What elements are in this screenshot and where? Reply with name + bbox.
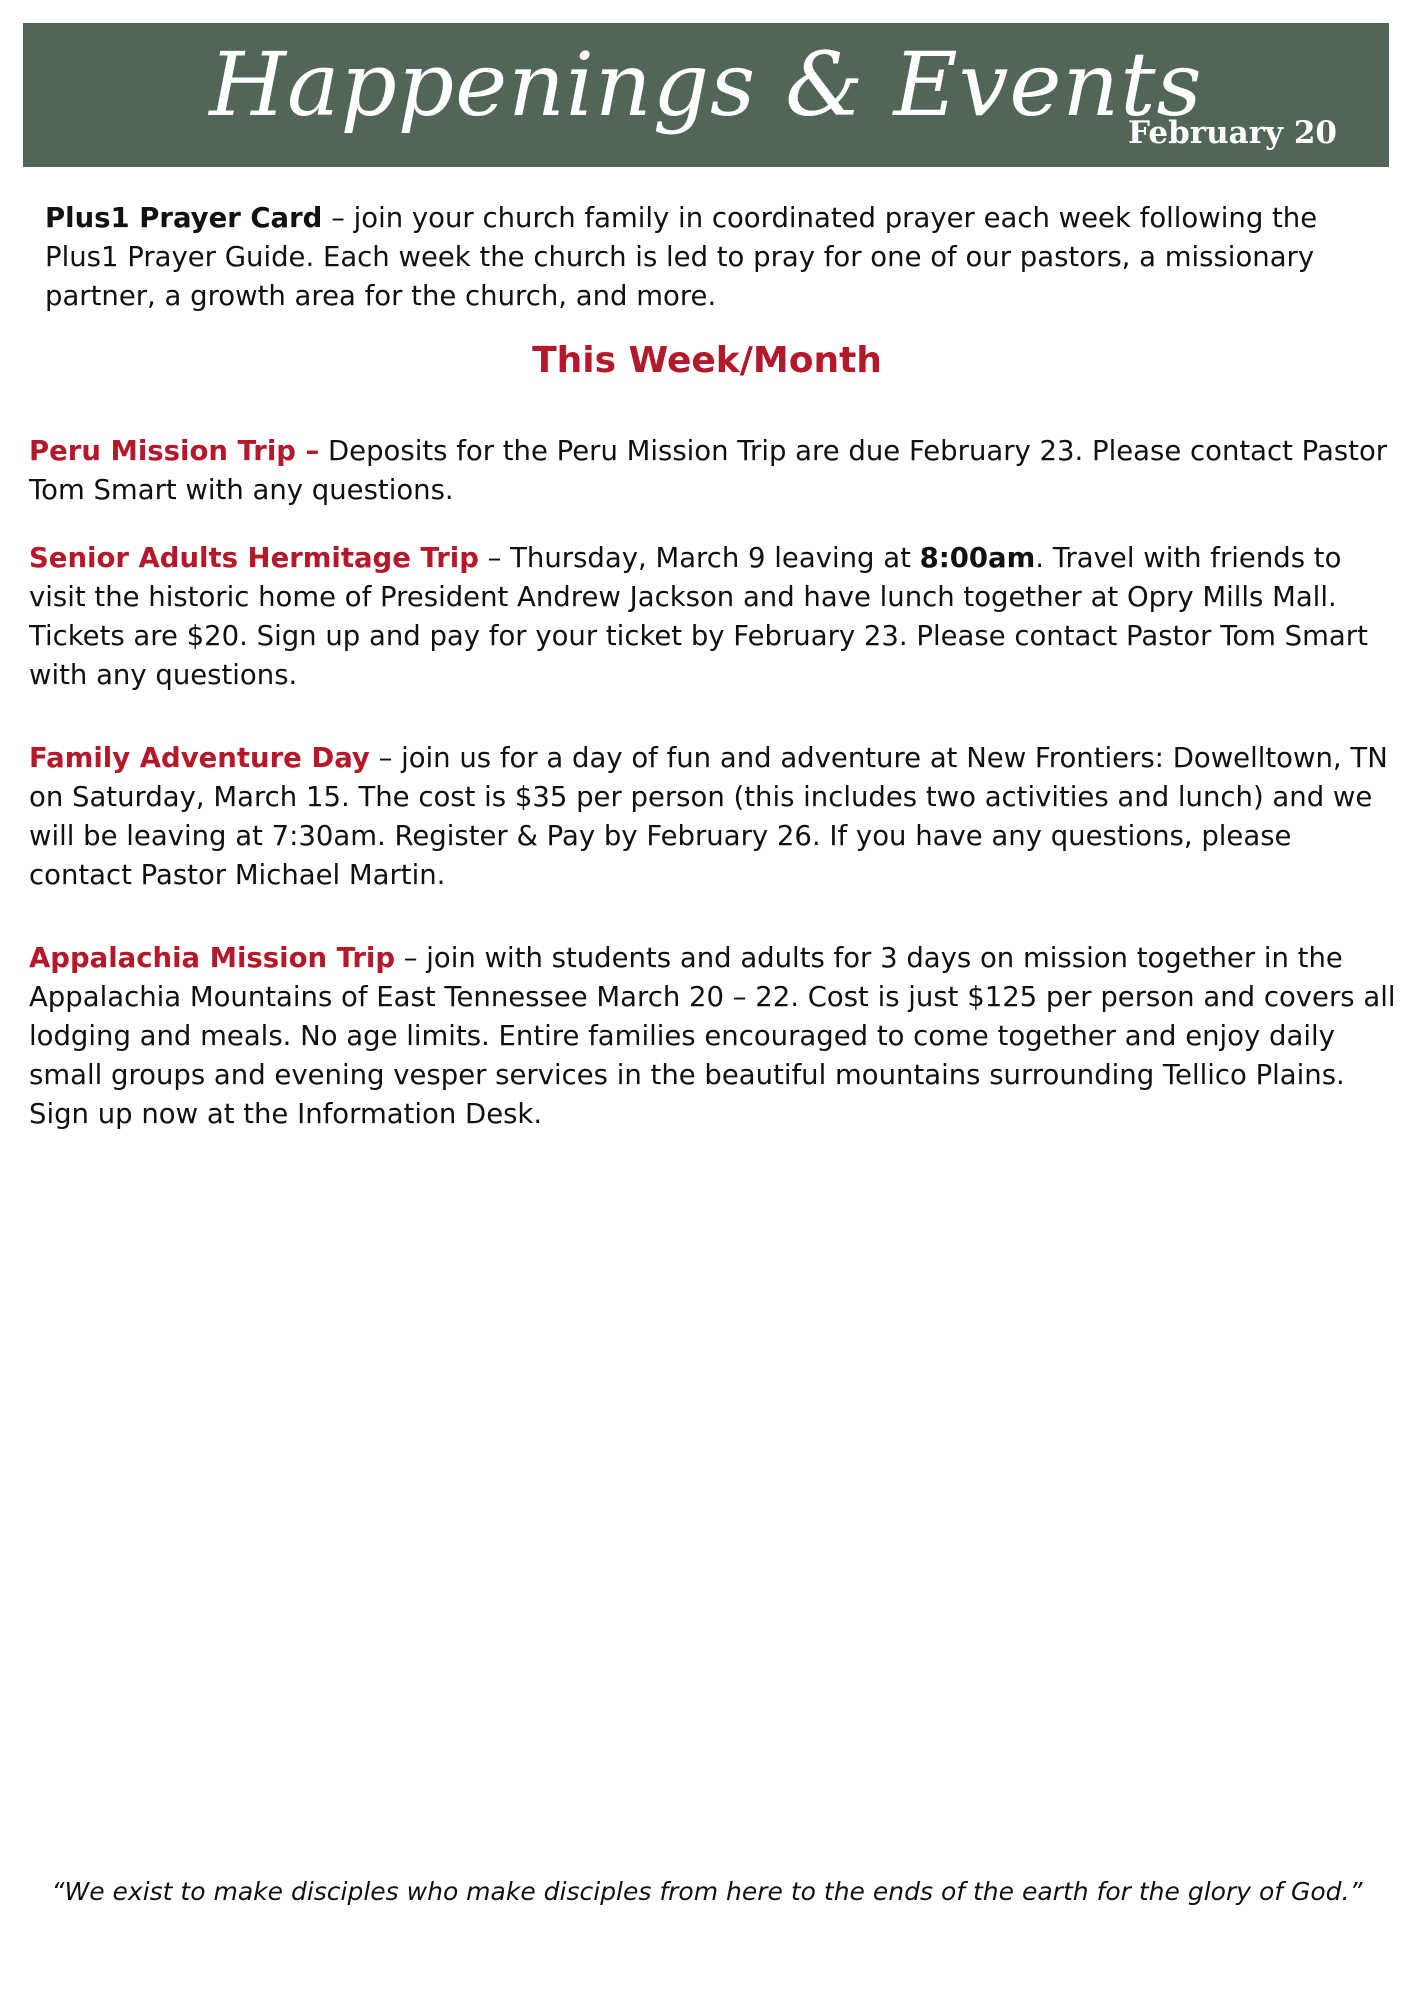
event-time-highlight: 8:00am [919,542,1036,574]
header-date: February 20 [1128,115,1337,151]
event-text: Deposits for the Peru Mission Trip are due February 23. Please contact Pastor Tom Smart with any questions. [29,435,1388,506]
event-signup: Sign up now at the Information Desk. [29,1098,543,1130]
event-family-adventure-day [29,739,1399,895]
event-title: Appalachia Mission Trip [29,942,396,974]
event-text: – join us for a day of fun and adventure at New Frontiers: Dowelltown, TN on Saturday, March 15. The cost is $35 per person (this includes two activities and lunch) and we will be leaving at 7:30am. Register & Pay by February 26. If you have any questions, please contact Pastor Michael Martin. [29,742,1388,891]
mission-statement-quote: “We exist to make disciples who make disciples from here to the ends of the earth for the glory of God.” [51,1877,1363,1906]
event-peru-mission-trip [29,432,1399,510]
page-title: Happenings & Events [209,33,1203,136]
event-senior-adults-hermitage-trip [29,539,1399,695]
event-text-after: . Travel with friends to visit the historic home of President Andrew Jackson and have lunch together at Opry Mills Mall. Tickets are $20. Sign up and pay for your ticket by February 23. Please contact Pastor Tom Smart with any questions. [29,542,1368,691]
event-text: – join with students and adults for 3 days on mission together in the Appalachia Mountains of East Tennessee March 20 – 22. Cost is just $125 per person and covers all lodging and meals. No age limits. Entire families encouraged to come together and enjoy daily small groups and evening vesper services in the beautiful mountains surrounding Tellico Plains. [29,942,1396,1091]
event-title: Peru Mission Trip – [29,435,320,467]
event-title: Family Adventure Day [29,742,370,774]
intro-title: Plus1 Prayer Card [45,202,323,234]
event-text-before: – Thursday, March 9 leaving at [478,542,920,574]
intro-text: – join your church family in coordinated prayer each week following the Plus1 Prayer Guide. Each week the church is led to pray for one of our pastors, a missionary partner, a growth area for the church, and more. [45,202,1318,312]
event-title: Senior Adults Hermitage Trip [29,542,479,574]
section-heading: This Week/Month [532,340,882,381]
event-appalachia-mission-trip [29,939,1399,1134]
header-banner [23,23,1389,167]
intro-paragraph [45,199,1345,316]
